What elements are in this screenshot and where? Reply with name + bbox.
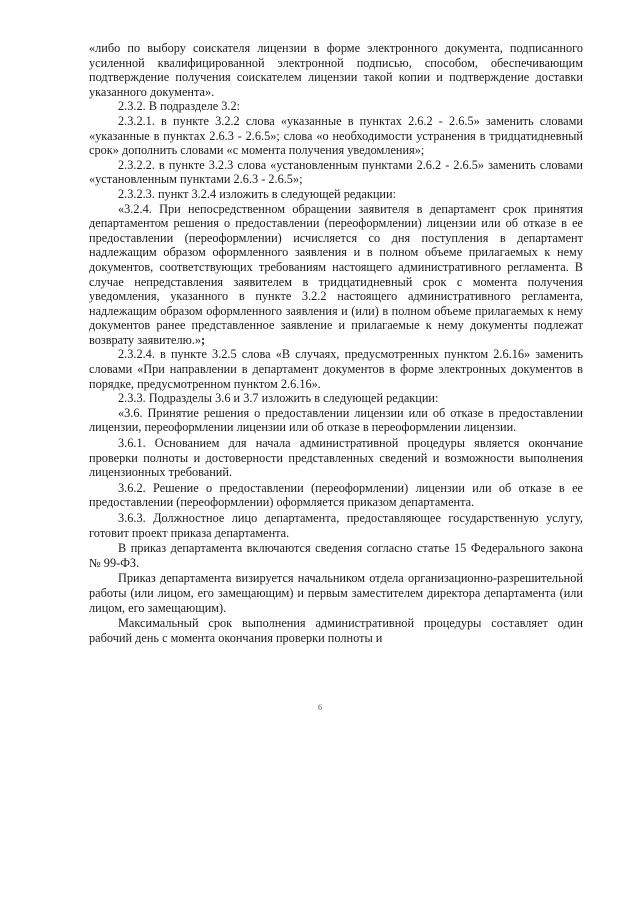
- paragraph-6-text: «3.2.4. При непосредственном обращении заявителя в департамент срок принятия департаментом решения о предоставлении (переоформлении) лицензии или об отказе в ее предоставлении (переоформлении) исчисляется со дня поступления в департамент надлежащим образом оформленного заявления и в полном объеме прилагаемых к нему документов, соответствующих требованиям настоящего административного регламента. В случае непредставления заявителем в тридцатидневный срок с момента получения уведомления, указанного в пункте 3.2.2 настоящего административного регламента, надлежащим образом оформленного заявления и (или) в полном объеме прилагаемых к нему документов ранее представленное заявление и прилагаемые к нему документы подлежат возврату заявителю.»: [89, 201, 583, 347]
- paragraph-5: 2.3.2.3. пункт 3.2.4 изложить в следующей редакции:: [118, 186, 396, 201]
- paragraph-11: 3.6.2. Решение о предоставлении (переоформлении) лицензии или об отказе в ее предоставлении (переоформлении) оформляется приказом департамента.: [89, 480, 583, 510]
- paragraph-10: 3.6.1. Основанием для начала административной процедуры является окончание проверки полноты и достоверности представленных сведений и возможности выполнения лицензионных требований.: [89, 436, 583, 480]
- paragraph-3: 2.3.2.1. в пункте 3.2.2 слова «указанные в пунктах 2.6.2 - 2.6.5» заменить словами «указанные в пунктах 2.6.3 - 2.6.5»; слова «о необходимости устранения в тридцатидневный срок» дополнить словами «с момента получения уведомления»;: [89, 113, 583, 158]
- paragraph-12: 3.6.3. Должностное лицо департамента, предоставляющее государственную услугу, готовит проект приказа департамента.: [89, 511, 583, 540]
- paragraph-8: 2.3.3. Подразделы 3.6 и 3.7 изложить в следующей редакции:: [118, 391, 439, 406]
- paragraph-4: 2.3.2.2. в пункте 3.2.3 слова «установленным пунктами 2.6.2 - 2.6.5» заменить словами «установленным пунктами 2.6.3 - 2.6.5»;: [89, 157, 583, 187]
- page-number: 6: [318, 703, 322, 712]
- paragraph-15: Максимальный срок выполнения административной процедуры составляет один рабочий день с момента окончания проверки полноты и: [89, 616, 583, 645]
- paragraph-7: 2.3.2.4. в пункте 3.2.5 слова «В случаях, предусмотренных пунктом 2.6.16» заменить словами «При направлении в департамент документов в форме электронных документов в порядке, предусмотренном пунктом 2.6.16».: [89, 347, 583, 391]
- paragraph-14: Приказ департамента визируется начальником отдела организационно-разрешительной работы (или лицом, его замещающим) и первым заместителем директора департамента (или лицом, его замещающим).: [89, 571, 583, 615]
- paragraph-2: 2.3.2. В подразделе 3.2:: [118, 99, 241, 114]
- paragraph-6-bold-semicolon: ;: [201, 332, 206, 347]
- paragraph-13: В приказ департамента включаются сведения согласно статье 15 Федерального закона № 99-ФЗ.: [89, 541, 583, 570]
- paragraph-1: «либо по выбору соискателя лицензии в форме электронного документа, подписанного усиленной квалифицированной электронной подписью, способом, обеспечивающим подтверждение получения соискателем лицензии такой копии и подтверждение доставки указанного документа».: [89, 41, 583, 99]
- document-body: [89, 41, 583, 645]
- paragraph-6: [89, 202, 583, 348]
- paragraph-9: «3.6. Принятие решения о предоставлении лицензии или об отказе в предоставлении лицензии, переоформлении лицензии или об отказе в переоформлении лицензии.: [89, 405, 583, 435]
